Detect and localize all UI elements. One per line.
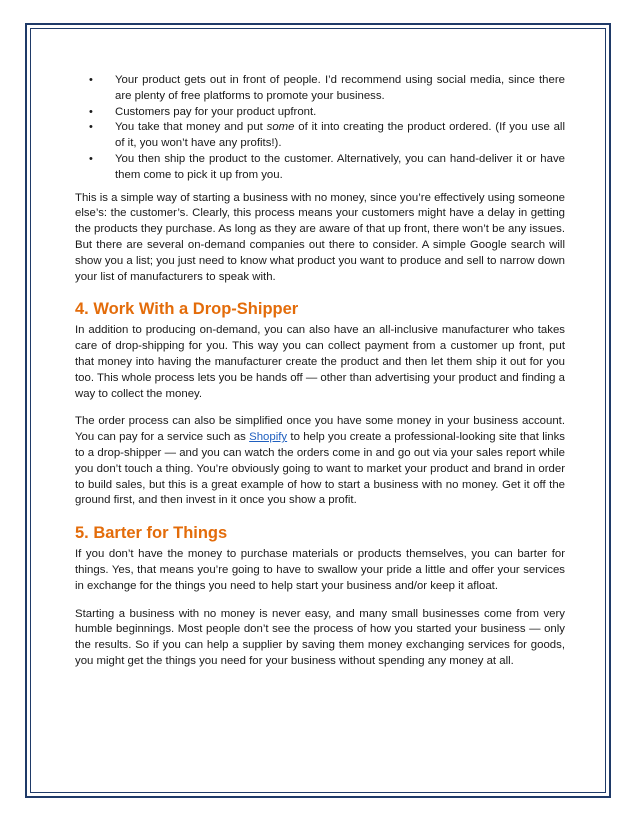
section-5-heading: 5. Barter for Things — [75, 524, 228, 543]
section-4-paragraph-2 — [75, 414, 565, 509]
bullet-dot-icon: • — [89, 152, 93, 165]
bullet-item — [89, 120, 565, 152]
bullet-text: Your product gets out in front of people. I’d recommend using social media, since there are plenty of free platforms to promote your business. — [115, 74, 565, 102]
intro-paragraph: This is a simple way of starting a business with no money, since you’re effectively using someone else’s: the customer’s. Clearly, this process means your customers might have a delay in getting the products they purchase. As long as they are aware of that up front, there won’t be any issues. But there are several on-demand companies out there to consider. A simple Google search will show you a list; you just need to know what product you want to produce and sell to narrow down your list of manufacturers to speak with. — [75, 191, 565, 283]
section-5-paragraph-1: If you don’t have the money to purchase materials or products themselves, you can barter for things. Yes, that means you’re going to have to swallow your pride a little and offer your services in exchange for the things you need to help start your business and/or keep it afloat. — [75, 548, 565, 592]
bullet-dot-icon: • — [89, 121, 93, 134]
bullet-item — [89, 152, 565, 184]
section-5-paragraph-2: Starting a business with no money is never easy, and many small businesses come from very humble beginnings. Most people don’t see the process of how you started your business — only the results. So if you can help a supplier by saving them money exchanging services for goods, you might get the things you need for your business without spending any money at all. — [75, 607, 565, 667]
bullet-dot-icon: • — [89, 105, 93, 118]
section-4-paragraph-2-before: The order process can also be simplified once you have some money in your business account. You can pay for a service such as — [75, 415, 565, 444]
section-4-heading: 4. Work With a Drop-Shipper — [75, 300, 299, 319]
bullet-text-before: You take that money and put — [115, 121, 267, 134]
bullet-text: Customers pay for your product upfront. — [115, 105, 317, 118]
shopify-link[interactable]: Shopify — [249, 431, 288, 444]
bullet-dot-icon: • — [89, 74, 93, 86]
bullet-item — [89, 105, 565, 121]
bullet-text-after: of it into creating the product ordered. (If you use all of it, you won’t have any profits!). — [115, 121, 565, 150]
section-4-paragraph-2-after: to help you create a professional-looking site that links to a drop-shipper — and you can watch the orders come in and go out via your sales report while you don’t touch a thing. You’re obviously going to want to market your product and brand in order to build sales, but this is a great example of how to start a business with no money. Get it off the ground first, and then invest in it once you show a profit. — [75, 431, 565, 507]
document-body — [75, 73, 565, 682]
section-4-paragraph-1: In addition to producing on-demand, you can also have an all-inclusive manufacturer who takes care of drop-shipping for you. This way you can collect payment from a customer up front, put that money into having the manufacturer create the product and then let them ship it out for you too. This whole process lets you be hands off — other than advertising your product and finding a way to collect the money. — [75, 324, 565, 400]
bullet-emphasis: some — [266, 121, 295, 134]
bullet-list — [75, 73, 565, 184]
bullet-item — [89, 73, 565, 105]
bullet-text: You then ship the product to the customer. Alternatively, you can hand-deliver it or have them come to pick it up from you. — [115, 152, 565, 181]
